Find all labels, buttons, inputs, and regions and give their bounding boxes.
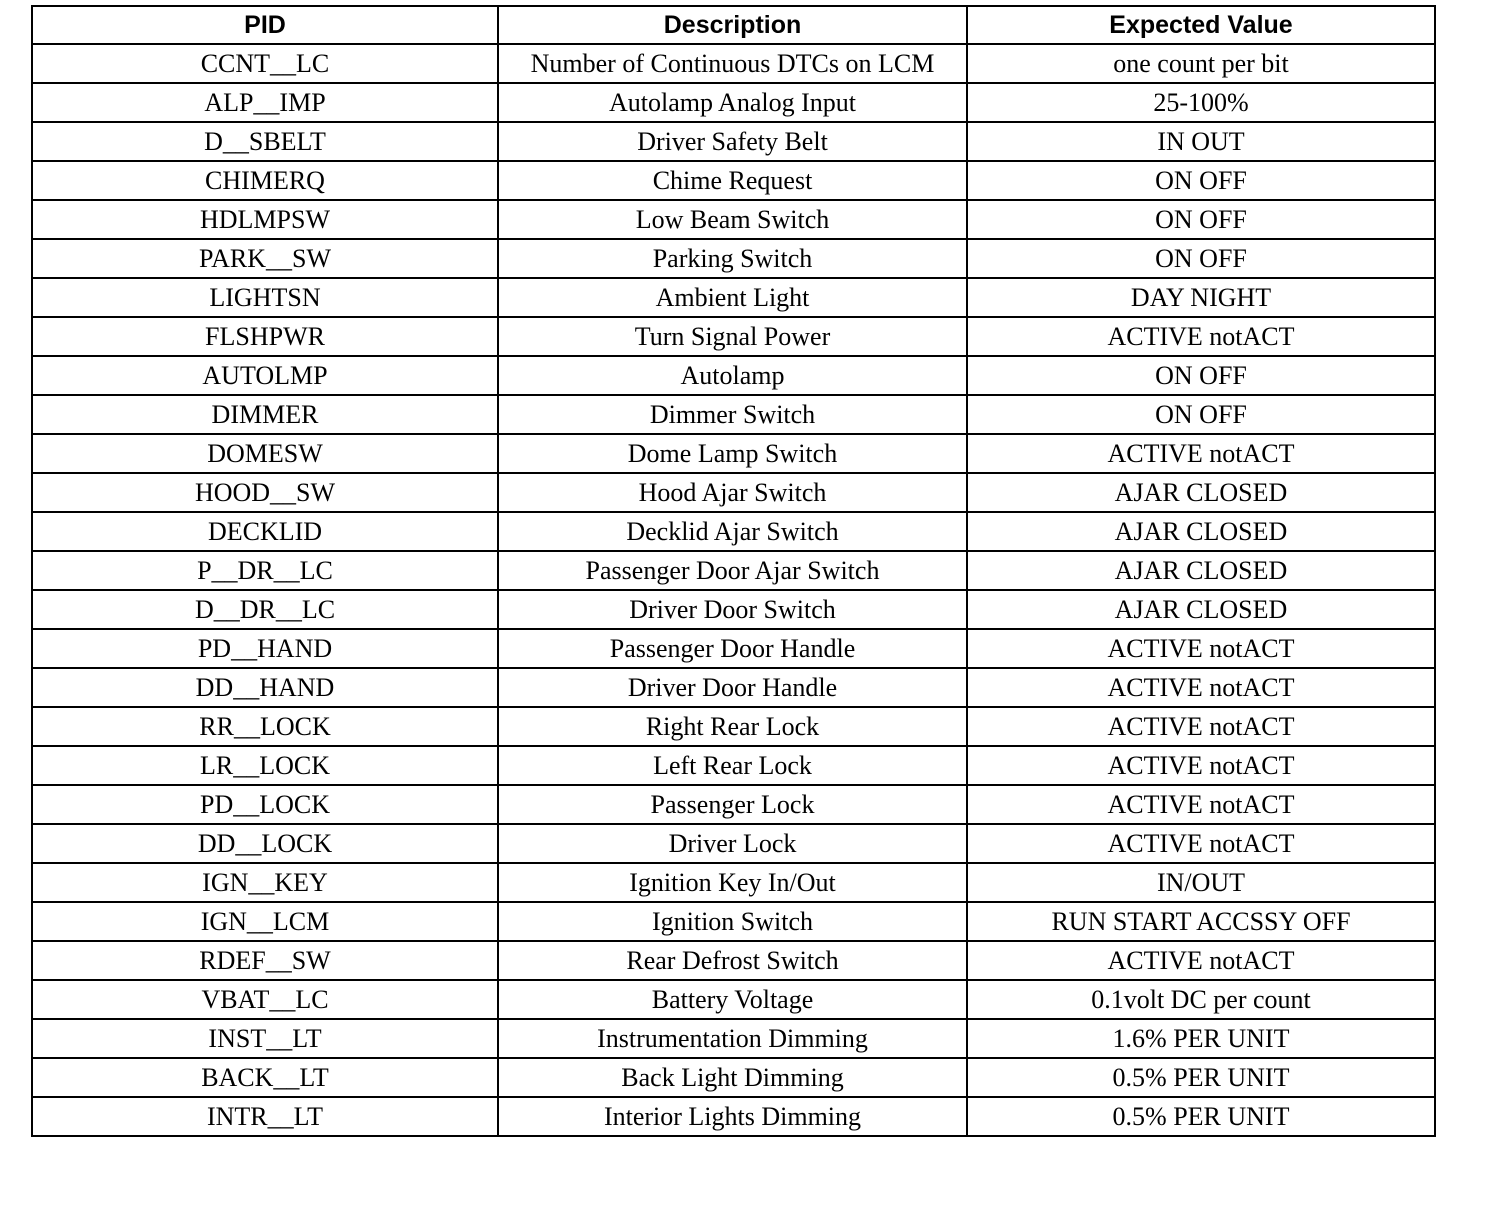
table-row [32, 395, 1435, 434]
table-row [32, 356, 1435, 395]
pid-cell: AUTOLMP [32, 356, 498, 395]
table-row [32, 239, 1435, 278]
pid-cell: PD__LOCK [32, 785, 498, 824]
pid-cell: D__SBELT [32, 122, 498, 161]
description-cell: Passenger Door Handle [498, 629, 967, 668]
table-row [32, 707, 1435, 746]
table-row [32, 473, 1435, 512]
table-row [32, 785, 1435, 824]
description-cell: Right Rear Lock [498, 707, 967, 746]
description-cell: Chime Request [498, 161, 967, 200]
description-cell: Driver Door Switch [498, 590, 967, 629]
description-cell: Low Beam Switch [498, 200, 967, 239]
description-cell: Driver Door Handle [498, 668, 967, 707]
expected-value-cell: ACTIVE notACT [967, 707, 1435, 746]
description-cell: Dimmer Switch [498, 395, 967, 434]
pid-cell: IGN__KEY [32, 863, 498, 902]
expected-value-cell: ON OFF [967, 239, 1435, 278]
pid-cell: CHIMERQ [32, 161, 498, 200]
pid-cell: HOOD__SW [32, 473, 498, 512]
pid-cell: PD__HAND [32, 629, 498, 668]
expected-value-cell: AJAR CLOSED [967, 551, 1435, 590]
description-cell: Passenger Door Ajar Switch [498, 551, 967, 590]
expected-value-cell: ON OFF [967, 395, 1435, 434]
expected-value-cell: IN OUT [967, 122, 1435, 161]
pid-cell: FLSHPWR [32, 317, 498, 356]
expected-value-cell: ACTIVE notACT [967, 434, 1435, 473]
table-row [32, 980, 1435, 1019]
pid-cell: VBAT__LC [32, 980, 498, 1019]
expected-value-cell: DAY NIGHT [967, 278, 1435, 317]
expected-value-cell: ACTIVE notACT [967, 629, 1435, 668]
pid-cell: D__DR__LC [32, 590, 498, 629]
pid-cell: HDLMPSW [32, 200, 498, 239]
pid-cell: INST__LT [32, 1019, 498, 1058]
pid-cell: DD__LOCK [32, 824, 498, 863]
expected-value-cell: 0.5% PER UNIT [967, 1097, 1435, 1136]
expected-value-cell: AJAR CLOSED [967, 473, 1435, 512]
table-row [32, 902, 1435, 941]
table-row [32, 161, 1435, 200]
expected-value-cell: ACTIVE notACT [967, 824, 1435, 863]
description-cell: Turn Signal Power [498, 317, 967, 356]
header-description: Description [498, 6, 967, 44]
expected-value-cell: AJAR CLOSED [967, 590, 1435, 629]
table-row [32, 824, 1435, 863]
table-row [32, 434, 1435, 473]
table-row [32, 629, 1435, 668]
expected-value-cell: 0.1volt DC per count [967, 980, 1435, 1019]
description-cell: Autolamp [498, 356, 967, 395]
pid-cell: DOMESW [32, 434, 498, 473]
expected-value-cell: ACTIVE notACT [967, 785, 1435, 824]
pid-cell: PARK__SW [32, 239, 498, 278]
description-cell: Passenger Lock [498, 785, 967, 824]
description-cell: Driver Lock [498, 824, 967, 863]
description-cell: Ignition Key In/Out [498, 863, 967, 902]
table-row [32, 863, 1435, 902]
header-pid: PID [32, 6, 498, 44]
table-row [32, 83, 1435, 122]
description-cell: Decklid Ajar Switch [498, 512, 967, 551]
table-row [32, 551, 1435, 590]
expected-value-cell: 25-100% [967, 83, 1435, 122]
pid-cell: DIMMER [32, 395, 498, 434]
table-row [32, 122, 1435, 161]
expected-value-cell: AJAR CLOSED [967, 512, 1435, 551]
table-row [32, 44, 1435, 83]
pid-cell: DD__HAND [32, 668, 498, 707]
table-row [32, 746, 1435, 785]
pid-cell: RR__LOCK [32, 707, 498, 746]
description-cell: Autolamp Analog Input [498, 83, 967, 122]
expected-value-cell: ON OFF [967, 356, 1435, 395]
pid-table [31, 5, 1436, 1137]
pid-cell: DECKLID [32, 512, 498, 551]
description-cell: Back Light Dimming [498, 1058, 967, 1097]
description-cell: Instrumentation Dimming [498, 1019, 967, 1058]
table-row [32, 1019, 1435, 1058]
table-row [32, 200, 1435, 239]
expected-value-cell: IN/OUT [967, 863, 1435, 902]
pid-cell: LR__LOCK [32, 746, 498, 785]
pid-cell: RDEF__SW [32, 941, 498, 980]
expected-value-cell: ACTIVE notACT [967, 746, 1435, 785]
description-cell: Interior Lights Dimming [498, 1097, 967, 1136]
description-cell: Number of Continuous DTCs on LCM [498, 44, 967, 83]
description-cell: Hood Ajar Switch [498, 473, 967, 512]
description-cell: Ambient Light [498, 278, 967, 317]
expected-value-cell: ON OFF [967, 200, 1435, 239]
expected-value-cell: 1.6% PER UNIT [967, 1019, 1435, 1058]
pid-cell: INTR__LT [32, 1097, 498, 1136]
table-row [32, 317, 1435, 356]
table-row [32, 1058, 1435, 1097]
expected-value-cell: one count per bit [967, 44, 1435, 83]
table-row [32, 668, 1435, 707]
expected-value-cell: ACTIVE notACT [967, 317, 1435, 356]
table-row [32, 512, 1435, 551]
expected-value-cell: ACTIVE notACT [967, 668, 1435, 707]
pid-cell: BACK__LT [32, 1058, 498, 1097]
description-cell: Left Rear Lock [498, 746, 967, 785]
description-cell: Parking Switch [498, 239, 967, 278]
table-row [32, 278, 1435, 317]
description-cell: Battery Voltage [498, 980, 967, 1019]
pid-cell: CCNT__LC [32, 44, 498, 83]
description-cell: Dome Lamp Switch [498, 434, 967, 473]
description-cell: Rear Defrost Switch [498, 941, 967, 980]
header-expected-value: Expected Value [967, 6, 1435, 44]
description-cell: Ignition Switch [498, 902, 967, 941]
pid-cell: LIGHTSN [32, 278, 498, 317]
expected-value-cell: ON OFF [967, 161, 1435, 200]
pid-cell: P__DR__LC [32, 551, 498, 590]
table-row [32, 590, 1435, 629]
description-cell: Driver Safety Belt [498, 122, 967, 161]
pid-cell: IGN__LCM [32, 902, 498, 941]
header-row [32, 6, 1435, 44]
expected-value-cell: ACTIVE notACT [967, 941, 1435, 980]
pid-cell: ALP__IMP [32, 83, 498, 122]
table-row [32, 1097, 1435, 1136]
expected-value-cell: 0.5% PER UNIT [967, 1058, 1435, 1097]
table-body [32, 44, 1435, 1136]
expected-value-cell: RUN START ACCSSY OFF [967, 902, 1435, 941]
table-row [32, 941, 1435, 980]
